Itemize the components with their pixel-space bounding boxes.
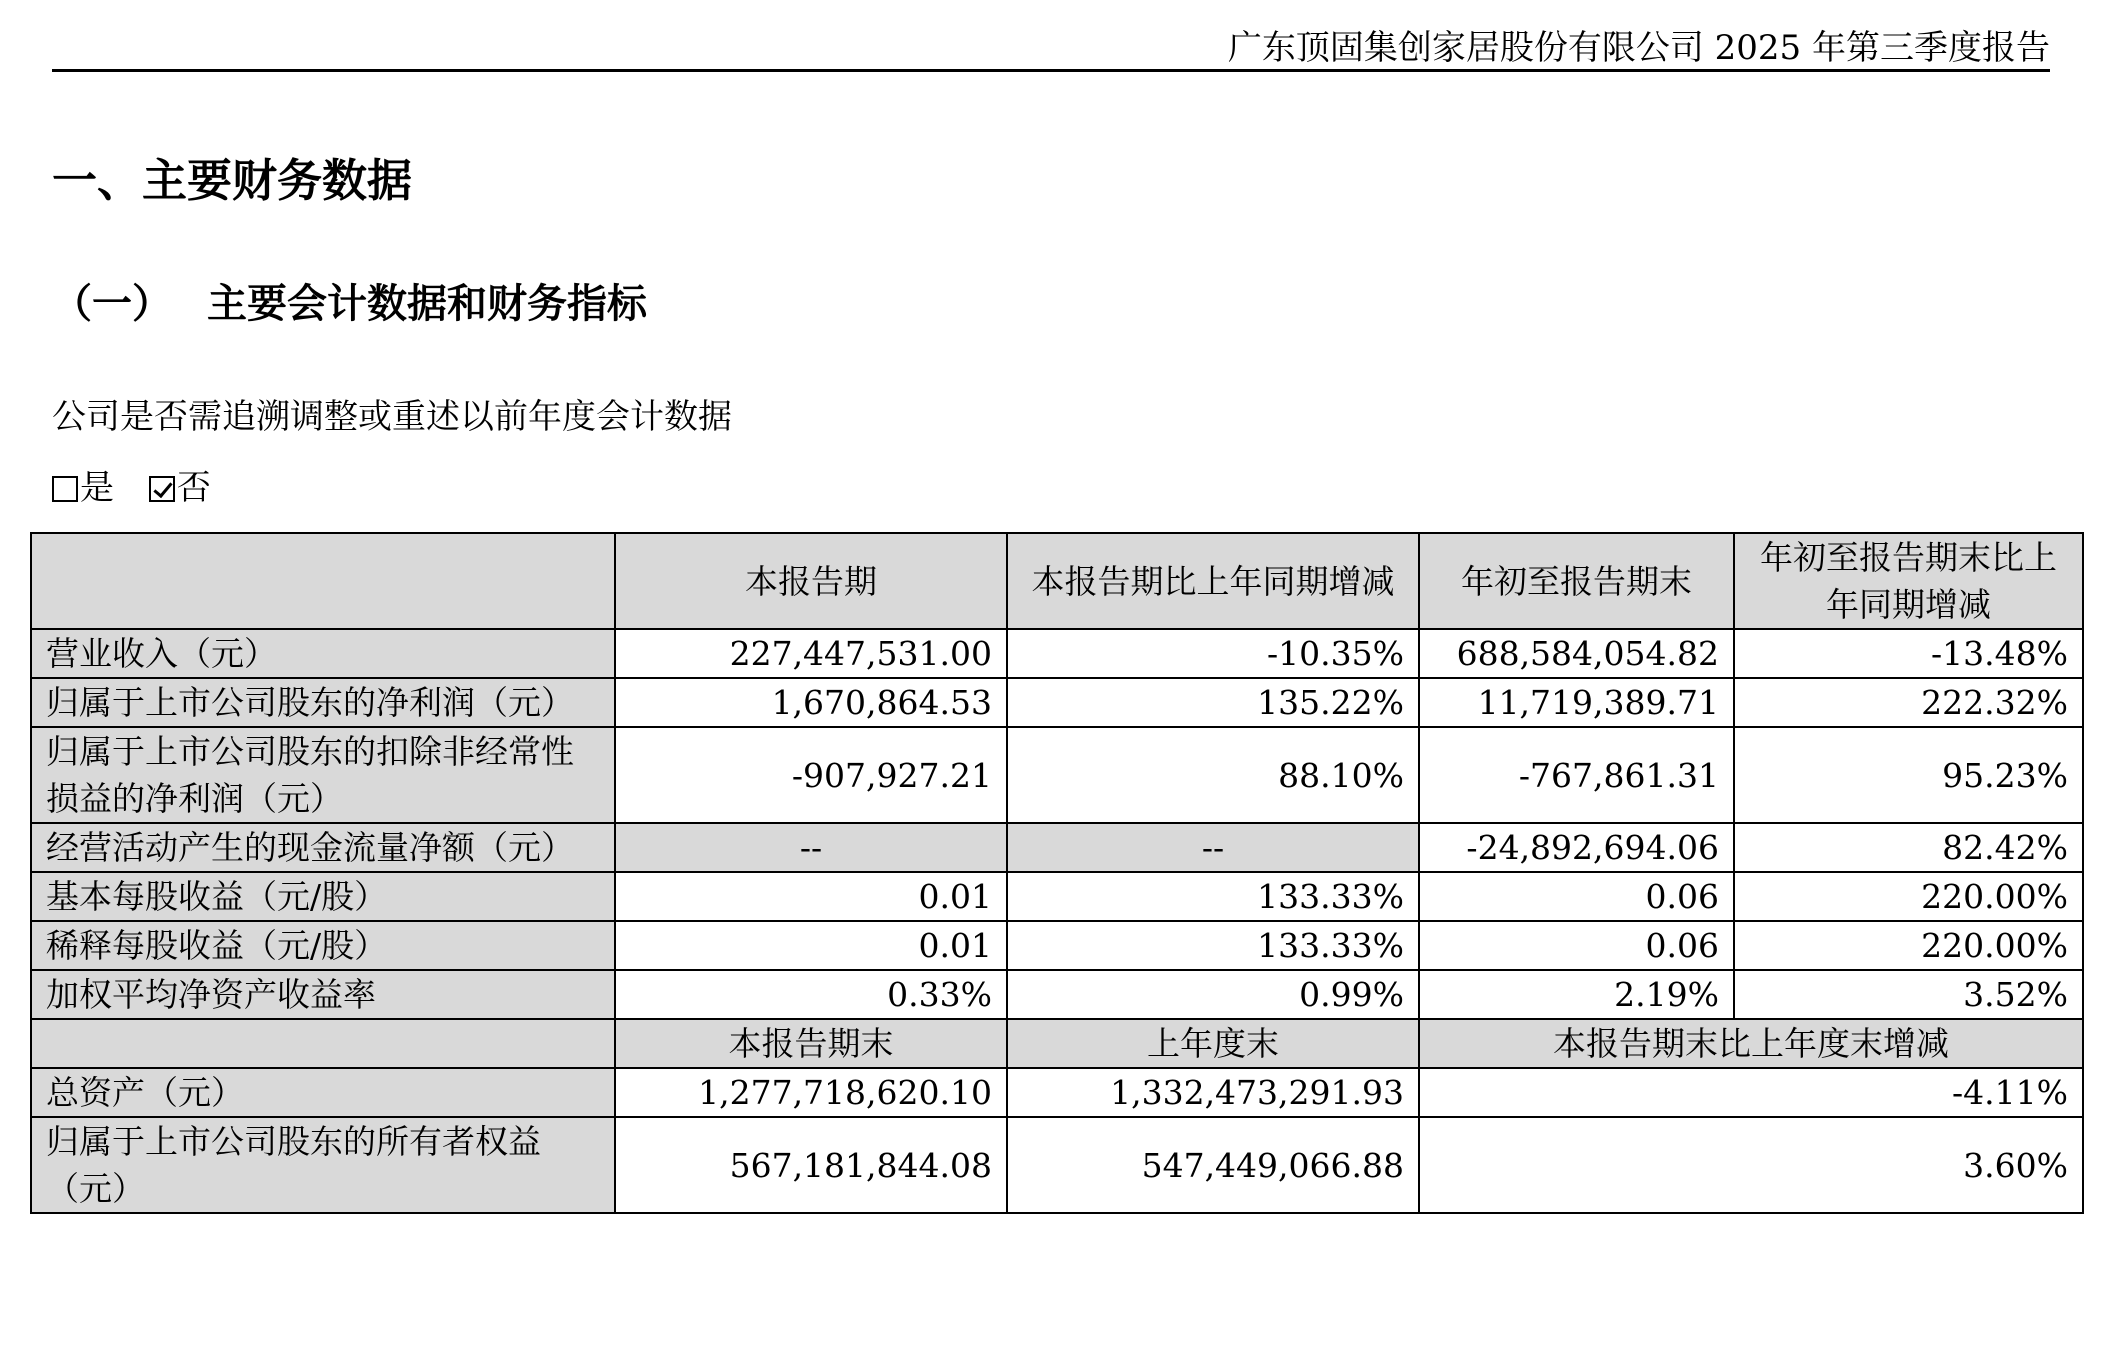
table-cell: 547,449,066.88 xyxy=(1007,1117,1419,1213)
table-cell: 688,584,054.82 xyxy=(1419,629,1734,678)
table-cell: -10.35% xyxy=(1007,629,1419,678)
header-period-end: 本报告期末 xyxy=(615,1019,1007,1068)
header-prior-year-end: 上年度末 xyxy=(1007,1019,1419,1068)
table-cell: 3.60% xyxy=(1419,1117,2083,1213)
row-label: 经营活动产生的现金流量净额（元） xyxy=(31,823,615,872)
checkbox-yes-icon[interactable] xyxy=(52,476,78,502)
table-cell: 1,332,473,291.93 xyxy=(1007,1068,1419,1117)
table-cell: 0.01 xyxy=(615,921,1007,970)
table-row xyxy=(31,970,2083,1019)
table-cell: -13.48% xyxy=(1734,629,2083,678)
option-yes-label: 是 xyxy=(80,468,114,508)
row-label: 稀释每股收益（元/股） xyxy=(31,921,615,970)
table-row xyxy=(31,1117,2083,1213)
table-cell: 0.99% xyxy=(1007,970,1419,1019)
table-cell: 3.52% xyxy=(1734,970,2083,1019)
table-cell: 222.32% xyxy=(1734,678,2083,727)
report-title: 广东顶固集创家居股份有限公司 2025 年第三季度报告 xyxy=(1227,28,2050,68)
table-row xyxy=(31,872,2083,921)
table-cell: 1,670,864.53 xyxy=(615,678,1007,727)
table-cell: 133.33% xyxy=(1007,872,1419,921)
table-cell: 567,181,844.08 xyxy=(615,1117,1007,1213)
table-row xyxy=(31,629,2083,678)
row-label: 总资产（元） xyxy=(31,1068,615,1117)
table-cell: 88.10% xyxy=(1007,727,1419,823)
table-subheader-row xyxy=(31,1019,2083,1068)
header-ytd-yoy: 年初至报告期末比上年同期增减 xyxy=(1734,533,2083,629)
restatement-options xyxy=(52,460,235,509)
table-cell: -- xyxy=(1007,823,1419,872)
table-cell: 0.33% xyxy=(615,970,1007,1019)
table-cell: -767,861.31 xyxy=(1419,727,1734,823)
table-cell: 220.00% xyxy=(1734,921,2083,970)
table-cell: 0.06 xyxy=(1419,921,1734,970)
checkbox-no-checked-icon[interactable] xyxy=(149,476,175,502)
subsection-text: 主要会计数据和财务指标 xyxy=(207,280,647,327)
row-label: 归属于上市公司股东的所有者权益（元） xyxy=(31,1117,615,1213)
option-no[interactable] xyxy=(149,460,211,509)
table-cell: 220.00% xyxy=(1734,872,2083,921)
table-cell: 133.33% xyxy=(1007,921,1419,970)
header-ytd: 年初至报告期末 xyxy=(1419,533,1734,629)
header-current-period: 本报告期 xyxy=(615,533,1007,629)
row-label: 归属于上市公司股东的净利润（元） xyxy=(31,678,615,727)
table-cell: 0.01 xyxy=(615,872,1007,921)
table-row xyxy=(31,678,2083,727)
table-row xyxy=(31,1068,2083,1117)
row-label: 归属于上市公司股东的扣除非经常性损益的净利润（元） xyxy=(31,727,615,823)
table-cell: -24,892,694.06 xyxy=(1419,823,1734,872)
table-row xyxy=(31,921,2083,970)
table-row xyxy=(31,727,2083,823)
option-no-label: 否 xyxy=(176,468,211,508)
restatement-question: 公司是否需追溯调整或重述以前年度会计数据 xyxy=(52,397,732,437)
table-row xyxy=(31,823,2083,872)
table-cell: -- xyxy=(615,823,1007,872)
row-label: 营业收入（元） xyxy=(31,629,615,678)
table-cell: 0.06 xyxy=(1419,872,1734,921)
table-cell: 95.23% xyxy=(1734,727,2083,823)
subsection-title xyxy=(52,272,647,329)
table-cell: 82.42% xyxy=(1734,823,2083,872)
row-label: 加权平均净资产收益率 xyxy=(31,970,615,1019)
header-cell-blank xyxy=(31,533,615,629)
table-cell: 135.22% xyxy=(1007,678,1419,727)
table-header-row xyxy=(31,533,2083,629)
header-current-period-yoy: 本报告期比上年同期增减 xyxy=(1007,533,1419,629)
subheader-cell-blank xyxy=(31,1019,615,1068)
option-yes[interactable] xyxy=(52,460,114,509)
financial-data-table xyxy=(30,532,2084,1214)
row-label: 基本每股收益（元/股） xyxy=(31,872,615,921)
header-period-end-change: 本报告期末比上年度末增减 xyxy=(1419,1019,2083,1068)
table-cell: -907,927.21 xyxy=(615,727,1007,823)
section-title: 一、主要财务数据 xyxy=(52,154,413,207)
table-cell: 11,719,389.71 xyxy=(1419,678,1734,727)
table-cell: 2.19% xyxy=(1419,970,1734,1019)
table-cell: 1,277,718,620.10 xyxy=(615,1068,1007,1117)
page-header xyxy=(52,14,2050,72)
subsection-number: （一） xyxy=(52,280,172,327)
table-cell: -4.11% xyxy=(1419,1068,2083,1117)
table-cell: 227,447,531.00 xyxy=(615,629,1007,678)
